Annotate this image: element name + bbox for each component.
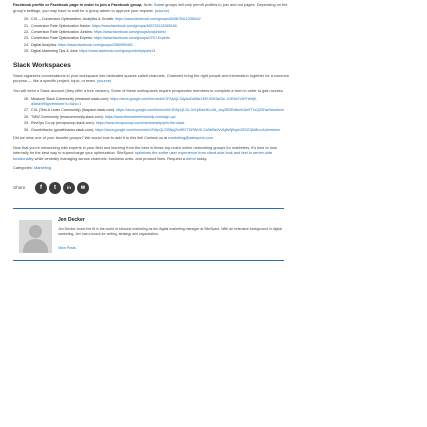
item-url[interactable]: https://www.revopscoop.com/membership/join-the-slack: [95, 121, 185, 126]
slack-paragraph-2: You will need a Slack account (they offer a free version). Some of these workspaces require prospective members to complete a form in order to gain access.: [13, 87, 284, 93]
item-url[interactable]: https://www.facebook.com/groups/CRO.Experts: [93, 36, 170, 41]
item-number: 27.: [24, 108, 29, 113]
email-icon[interactable]: ✉: [77, 182, 89, 194]
author-name: Jen Decker: [58, 216, 85, 223]
item-number: 24.: [24, 42, 29, 47]
item-url[interactable]: https://www.facebook.com/groups/483732113289516/: [91, 23, 178, 28]
slack-para1-text: Slack organizes conversations in your workspace into dedicated spaces called channels. Channels bring the right people and information together for a common purpose — like a specific project, topic, or team.: [13, 72, 289, 84]
item-text: TMW Community (tmwcommunity.slack.com):: [31, 114, 104, 119]
item-text: Measure Slack Community (measure.slack.com):: [31, 97, 110, 102]
list-item: [24, 24, 291, 29]
author-divider-bottom: [13, 260, 284, 261]
intro-text: Note: Some groups will only permit profiles to join and not pages. Depending on the group's settings, you may have to wait for a group admin to approve your request.: [13, 2, 288, 13]
item-url[interactable]: https://docs.google.com/forms/d/e/1FAIpQLSf3NpjZm9B77GRWUK-Za9M3s0vVAj8v0jBvph25SGQM8LmA/viewform: [95, 127, 281, 132]
item-url[interactable]: https://www.facebook.com/groups/509676411205543/: [115, 17, 201, 22]
avatar-body-shape: [23, 239, 48, 253]
list-item: [24, 128, 291, 133]
article-body: [13, 0, 291, 427]
facebook-icon[interactable]: f: [35, 182, 47, 194]
item-number: 29.: [24, 121, 29, 126]
item-number: 25.: [24, 49, 29, 54]
item-number: 23.: [24, 36, 29, 41]
list-item: [24, 121, 291, 126]
contact-text: Did we miss one of your favorite groups? We would love to add it to this list! Contact us at: [13, 135, 168, 141]
item-number: 22.: [24, 29, 29, 34]
item-url[interactable]: https://www.themarketerweekly.com/sign-up/: [104, 114, 176, 119]
list-item: [24, 115, 291, 120]
item-text: Digital Marketing Tips & Jobs:: [31, 49, 79, 54]
closing-end: today.: [196, 155, 208, 161]
author-divider-top: [13, 208, 284, 209]
categories: [13, 165, 291, 170]
item-text: CXL (Test & Learn Community) (tlcspace.slack.com):: [31, 108, 116, 113]
item-url[interactable]: https://www.facebook.com/groups/crojunkies/: [93, 29, 166, 34]
list-item: [24, 43, 291, 48]
list-item: [24, 108, 291, 113]
list-item: [24, 49, 291, 54]
item-text: Conversion Rate Optimization Hacks:: [31, 23, 91, 28]
facebook-group-list: [13, 17, 291, 54]
intro-bold-lead: Facebook profile or Facebook page in order to join a Facebook group.: [13, 2, 143, 7]
item-text: Conversion Rate Optimization Experts:: [31, 36, 93, 41]
list-item: [24, 97, 291, 107]
intro-paragraph: [13, 0, 291, 13]
closing-tail: while centrally managing across channels, business units, and product lines. Request a: [34, 155, 185, 161]
item-text: CXL – Conversion Optimization, Analytics & Growth:: [31, 17, 115, 22]
item-text: Digital Analytics:: [31, 42, 58, 47]
item-text: Conversion Rate Optimization Junkies:: [31, 29, 93, 34]
item-url[interactable]: https://www.facebook.com/groups/2969990401: [58, 42, 133, 47]
slack-workspace-list: [13, 97, 291, 132]
item-number: 26.: [24, 97, 29, 102]
closing-text: Now that you're networking with experts in your field and learning from the best in these top-notch online networking groups for marketers, it's time to look internally for the best way to supercharge your optimization. SiteSpect: [13, 144, 278, 156]
intro-source-link[interactable]: (source): [154, 7, 170, 13]
item-number: 30.: [24, 127, 29, 132]
item-text: RevOps Co-op (revopscoop.slack.com):: [31, 121, 95, 126]
demo-link[interactable]: demo: [186, 155, 196, 161]
author-bio: Jen Decker found her fit in the world of inbound marketing as the digital marketing manager at SiteSpect. With an extensive background in digital marketing, Jen has a knack for writing, strategy and organization.: [58, 226, 282, 236]
contact-email-link[interactable]: marketing@sitespect.com: [168, 135, 214, 141]
avatar: [19, 220, 52, 253]
closing-paragraph: [13, 145, 291, 161]
slack-paragraph-1: [13, 73, 291, 84]
list-item: [24, 30, 291, 35]
categories-label: Categories:: [13, 164, 33, 170]
linkedin-icon[interactable]: in: [63, 182, 75, 194]
item-text: GrowthHacks (growthhacks.slack.com):: [31, 127, 95, 132]
twitter-icon[interactable]: t: [49, 182, 61, 194]
avatar-head-shape: [29, 225, 42, 238]
item-number: 28.: [24, 114, 29, 119]
author-info: [58, 215, 283, 254]
share-bar: [13, 182, 291, 194]
list-item: [24, 17, 291, 22]
item-url[interactable]: https://docs.google.com/forms/d/e/1FAIpQLSdyAoDcB8z1EEIJ0W4sGIn-1GK9e1V8YHe6jK-a5dsbVtNg/viewform?c=0&w=1: [31, 97, 258, 106]
share-label: Share: [13, 185, 26, 191]
section-heading-slack: Slack Workspaces: [13, 61, 71, 69]
category-link-marketing[interactable]: Marketing: [34, 164, 52, 170]
view-posts-link[interactable]: View Posts: [58, 246, 76, 251]
optimization-link[interactable]: optimizes the entire user experience from client-side look and feel to server-side functionality: [13, 150, 273, 161]
item-number: 21.: [24, 23, 29, 28]
author-box: [13, 215, 291, 254]
item-number: 20.: [24, 17, 29, 22]
contact-paragraph: [13, 135, 291, 140]
slack-source-link[interactable]: (source): [96, 78, 112, 84]
item-url[interactable]: https://docs.google.com/forms/d/e/1FAIpQLSc-3nYpDsAfKxJ4k_zwy3B3RotkmKAe9T7uQZ0Hw/viewform: [116, 108, 284, 113]
list-item: [24, 36, 291, 41]
item-url[interactable]: https://www.facebook.com/groups/dmtipsjobs13: [79, 49, 156, 54]
